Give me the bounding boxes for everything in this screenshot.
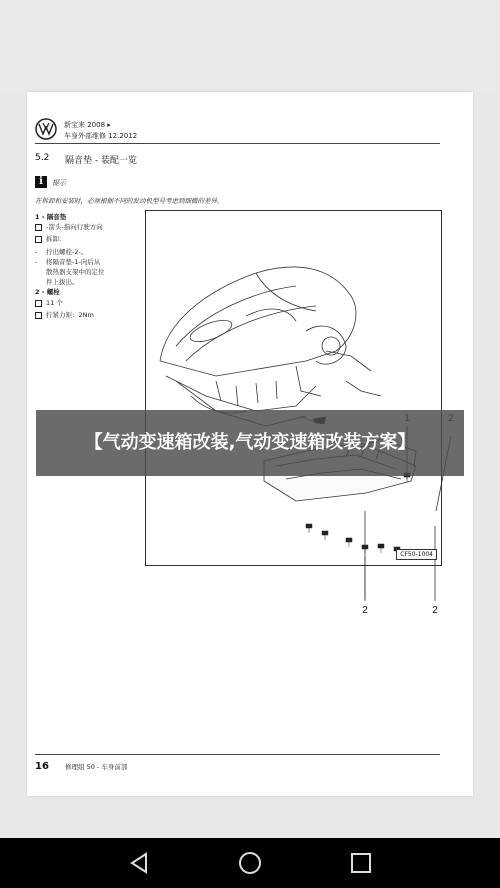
home-circle-icon[interactable] [237, 850, 263, 876]
legend-line: 拆卸： [46, 235, 66, 244]
legend-line: 拧出螺栓-2-。 [46, 247, 88, 256]
callout-label-2c: 2 [432, 605, 438, 616]
info-title: 提示 [52, 179, 66, 187]
checkbox-icon [35, 298, 46, 310]
notice-text: 在拆卸和安装时，必须根据不同的发动机型号考虑到细微的差异。 [35, 197, 224, 205]
legend-row [35, 257, 145, 267]
section-number: 5.2 [35, 153, 50, 163]
section-title: 隔音垫 - 装配一览 [65, 156, 137, 166]
title-banner: 【气动变速箱改装,气动变速箱改装方案】 [36, 410, 464, 476]
legend-line: 拧紧力矩：2Nm [46, 310, 94, 319]
legend-row [35, 222, 145, 234]
legend-row [35, 267, 145, 277]
page-number: 16 [35, 761, 49, 772]
recents-square-icon[interactable] [348, 850, 374, 876]
checkbox-icon [35, 234, 46, 246]
footer-text: 修理组 50 - 车身前部 [65, 763, 128, 771]
legend-line: 件上拔出。 [46, 278, 79, 287]
legend-line: 11 个 [46, 298, 63, 307]
legend-row [35, 298, 145, 310]
android-nav-bar [0, 838, 500, 888]
info-icon: i [35, 176, 47, 188]
back-triangle-icon[interactable] [126, 850, 152, 876]
car-underbody-drawing [146, 211, 441, 616]
header-model: 新宝来 2008 ▸ [64, 121, 111, 129]
vw-logo-icon [35, 118, 57, 140]
figure-code: CF50-1004 [396, 549, 437, 560]
header-section: 车身外部维修 12.2012 [64, 132, 138, 140]
legend-line: 散热器支架中的定位 [46, 268, 105, 277]
callout-label-2b: 2 [362, 605, 368, 616]
header-divider [35, 143, 440, 144]
legend-row [35, 310, 145, 322]
top-bar [0, 0, 500, 92]
legend-row [35, 247, 145, 257]
dash-mark: - [35, 257, 38, 266]
checkbox-icon [35, 310, 46, 322]
legend-line: -箭头-指向行驶方向 [46, 223, 103, 232]
legend-line: 将隔音垫-1-向后从 [46, 257, 101, 266]
legend-row [35, 277, 145, 287]
legend [35, 212, 145, 322]
legend-item-2-head: 2 - 螺栓 [35, 288, 60, 297]
legend-item-1-head: 1 - 隔音垫 [35, 213, 67, 221]
dash-mark: - [35, 247, 38, 256]
checkbox-icon [35, 222, 46, 234]
assembly-figure [145, 210, 442, 616]
footer-divider [35, 754, 440, 755]
legend-row [35, 234, 145, 246]
